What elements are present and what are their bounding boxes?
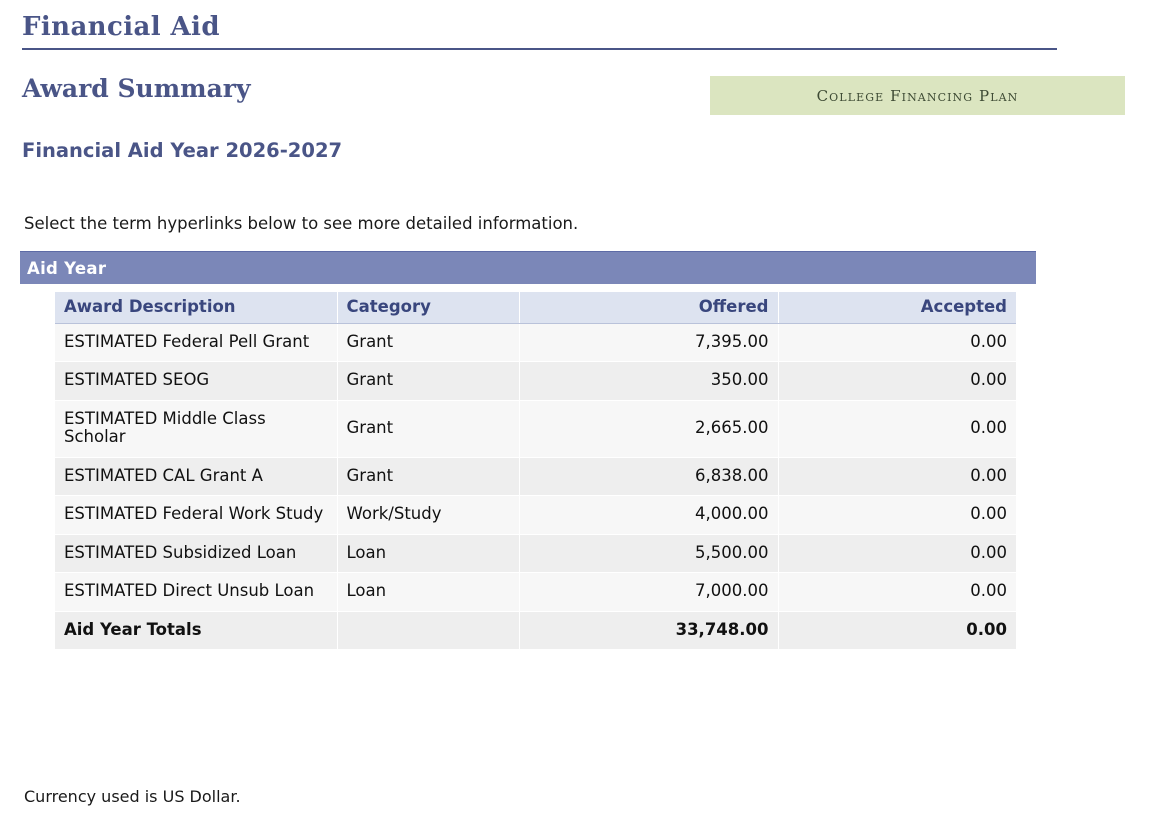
page-title: Financial Aid (22, 12, 220, 42)
totals-label: Aid Year Totals (55, 611, 337, 649)
college-financing-plan-button[interactable] (710, 76, 1125, 115)
table-row (55, 496, 1016, 534)
instruction-text: Select the term hyperlinks below to see more detailed information. (24, 214, 579, 233)
award-table-container (55, 292, 1016, 650)
aid-year-group-label: Aid Year (27, 258, 107, 278)
award-description: ESTIMATED Direct Unsub Loan (55, 573, 337, 611)
table-row (55, 400, 1016, 457)
section-title: Award Summary (22, 74, 251, 103)
award-category: Grant (337, 457, 519, 495)
aid-year-group-header (20, 251, 1036, 284)
table-totals-row (55, 611, 1016, 649)
award-accepted: 0.00 (778, 457, 1016, 495)
table-header-row (55, 292, 1016, 324)
award-offered: 7,395.00 (519, 324, 778, 362)
totals-accepted: 0.00 (778, 611, 1016, 649)
award-table (55, 292, 1016, 650)
award-description: ESTIMATED Middle Class Scholar (55, 400, 337, 457)
award-offered: 350.00 (519, 362, 778, 400)
award-category: Grant (337, 362, 519, 400)
award-category: Loan (337, 534, 519, 572)
college-financing-plan-label: College Financing Plan (816, 86, 1019, 105)
table-row (55, 457, 1016, 495)
award-offered: 6,838.00 (519, 457, 778, 495)
award-offered: 7,000.00 (519, 573, 778, 611)
table-row (55, 324, 1016, 362)
title-divider (22, 48, 1057, 50)
totals-offered: 33,748.00 (519, 611, 778, 649)
award-category: Grant (337, 400, 519, 457)
award-description: ESTIMATED Federal Work Study (55, 496, 337, 534)
award-description: ESTIMATED Federal Pell Grant (55, 324, 337, 362)
aid-year-heading: Financial Aid Year 2026-2027 (22, 139, 343, 162)
award-category: Loan (337, 573, 519, 611)
currency-note: Currency used is US Dollar. (24, 787, 241, 806)
award-description: ESTIMATED CAL Grant A (55, 457, 337, 495)
totals-category (337, 611, 519, 649)
award-accepted: 0.00 (778, 496, 1016, 534)
award-category: Work/Study (337, 496, 519, 534)
award-accepted: 0.00 (778, 534, 1016, 572)
award-description: ESTIMATED SEOG (55, 362, 337, 400)
award-accepted: 0.00 (778, 324, 1016, 362)
award-accepted: 0.00 (778, 362, 1016, 400)
award-offered: 5,500.00 (519, 534, 778, 572)
award-category: Grant (337, 324, 519, 362)
table-row (55, 534, 1016, 572)
award-offered: 2,665.00 (519, 400, 778, 457)
column-header-award-description: Award Description (55, 292, 337, 324)
award-accepted: 0.00 (778, 573, 1016, 611)
award-description: ESTIMATED Subsidized Loan (55, 534, 337, 572)
award-accepted: 0.00 (778, 400, 1016, 457)
award-offered: 4,000.00 (519, 496, 778, 534)
column-header-offered: Offered (519, 292, 778, 324)
column-header-accepted: Accepted (778, 292, 1016, 324)
table-row (55, 573, 1016, 611)
table-row (55, 362, 1016, 400)
column-header-category: Category (337, 292, 519, 324)
